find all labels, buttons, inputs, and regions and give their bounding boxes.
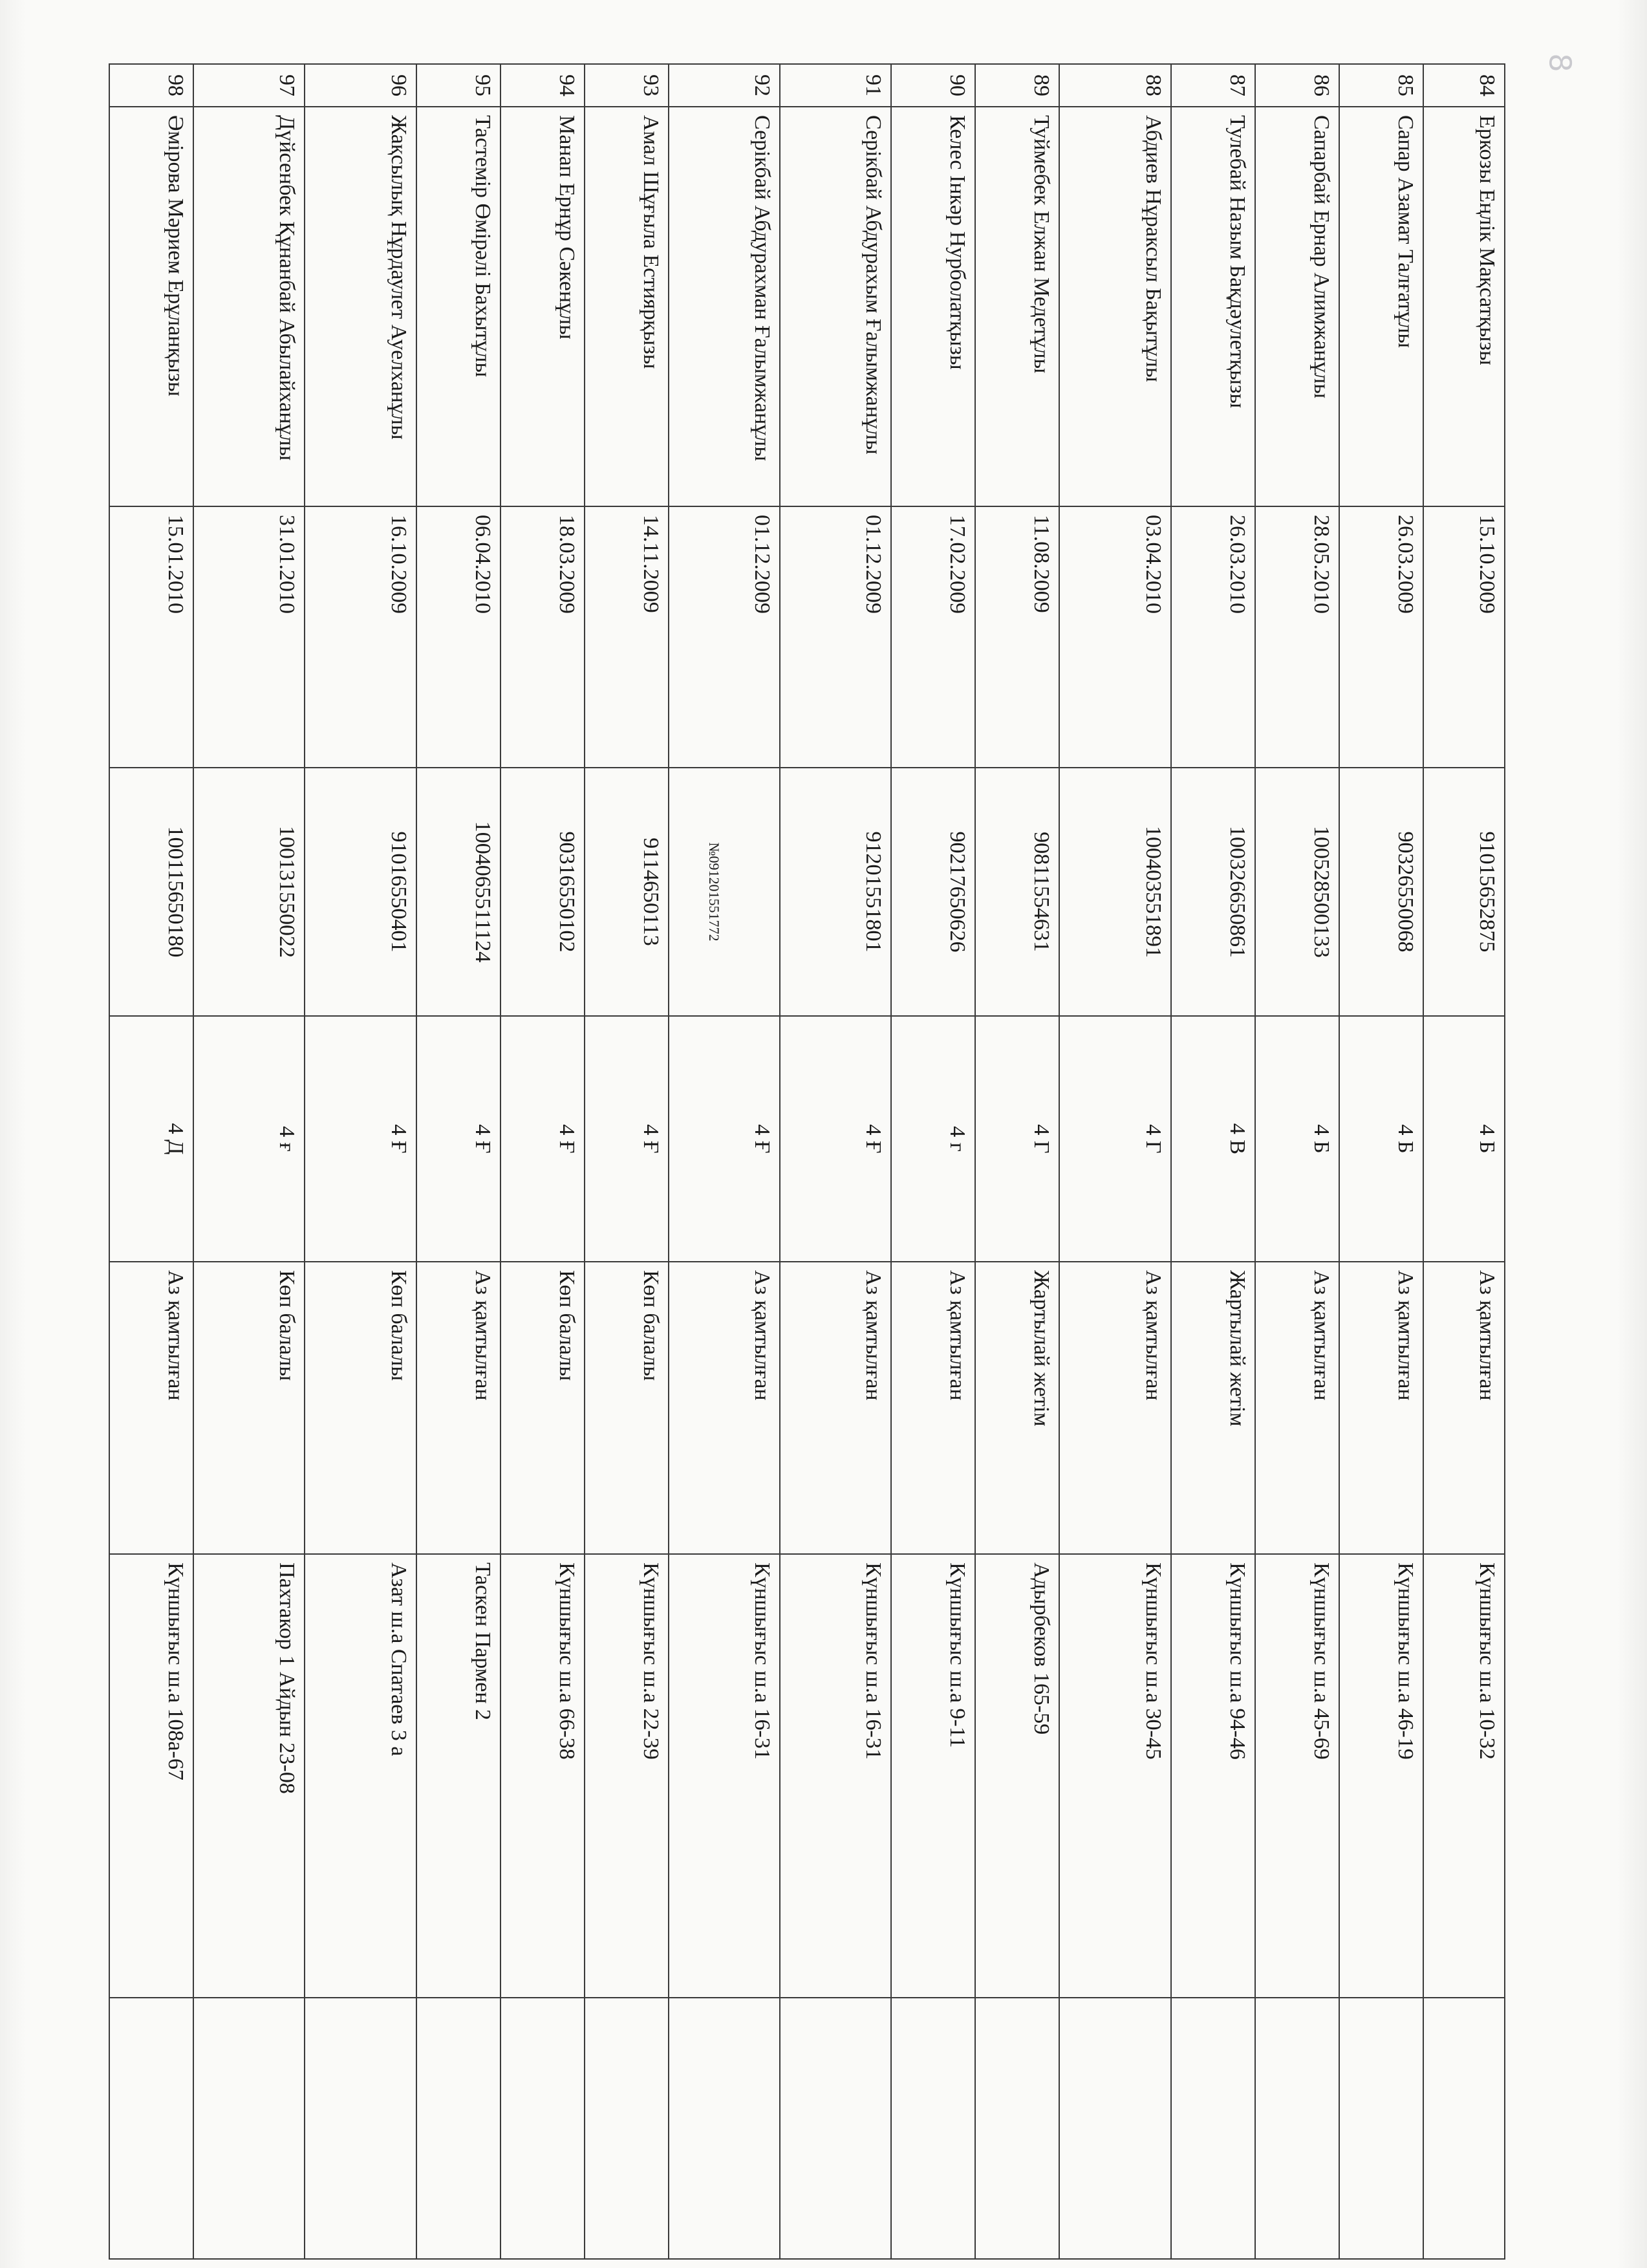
cell-note bbox=[669, 1998, 780, 2259]
cell-id: 91201551801 bbox=[780, 768, 891, 1016]
cell-note bbox=[780, 1998, 891, 2259]
cell-dob: 16.10.2009 bbox=[305, 506, 416, 768]
cell-num: 91 bbox=[780, 64, 891, 107]
table-row bbox=[305, 64, 416, 2259]
cell-status: Аз қамтылған bbox=[1423, 1262, 1505, 1554]
table-row bbox=[109, 64, 193, 2259]
cell-name: Абдиев Нұраксыл Бақытұлы bbox=[1060, 107, 1171, 506]
cell-status: Көп балалы bbox=[305, 1262, 416, 1554]
cell-dob: 26.03.2010 bbox=[1171, 506, 1255, 768]
cell-num: 97 bbox=[193, 64, 305, 107]
cell-num: 98 bbox=[109, 64, 193, 107]
cell-status: Аз қамтылған bbox=[891, 1262, 975, 1554]
cell-grade: 4 Г bbox=[975, 1016, 1059, 1262]
cell-grade: 4 Б bbox=[1423, 1016, 1505, 1262]
cell-address: Күншығыс ш.а 9-11 bbox=[891, 1554, 975, 1998]
cell-id: 91016550401 bbox=[305, 768, 416, 1016]
cell-note bbox=[1060, 1998, 1171, 2259]
cell-id: 100326650861 bbox=[1171, 768, 1255, 1016]
cell-id: 100403551891 bbox=[1060, 768, 1171, 1016]
cell-name: Серікбай Абдурахым Ғалымжанұлы bbox=[780, 107, 891, 506]
cell-num: 95 bbox=[416, 64, 501, 107]
cell-id: 100131550022 bbox=[193, 768, 305, 1016]
cell-name: Амал Шұғыла Естиярқызы bbox=[585, 107, 669, 506]
cell-num: 86 bbox=[1255, 64, 1339, 107]
cell-grade: 4 Ғ bbox=[780, 1016, 891, 1262]
cell-note bbox=[1423, 1998, 1505, 2259]
cell-id: 100528500133 bbox=[1255, 768, 1339, 1016]
cell-grade: 4 Ғ bbox=[416, 1016, 501, 1262]
page-number-mark: 8 bbox=[1542, 53, 1578, 72]
cell-status: Аз қамтылған bbox=[780, 1262, 891, 1554]
cell-grade: 4 Б bbox=[1339, 1016, 1423, 1262]
cell-num: 88 bbox=[1060, 64, 1171, 107]
cell-note bbox=[975, 1998, 1059, 2259]
cell-name: Дүйсенбек Құнанбай Абылайханұлы bbox=[193, 107, 305, 506]
cell-name: Жақсылық Нұрдаулет Ауелханұлы bbox=[305, 107, 416, 506]
cell-id: 91015652875 bbox=[1423, 768, 1505, 1016]
cell-address: Күншығыс ш.а 45-69 bbox=[1255, 1554, 1339, 1998]
cell-address: Күншығыс ш.а 30-45 bbox=[1060, 1554, 1171, 1998]
cell-name: Туймебек Елжан Медетұлы bbox=[975, 107, 1059, 506]
cell-address: Таскен Пармен 2 bbox=[416, 1554, 501, 1998]
cell-dob: 03.04.2010 bbox=[1060, 506, 1171, 768]
cell-dob: 01.12.2009 bbox=[669, 506, 780, 768]
cell-address: Күншығыс ш.а 66-38 bbox=[501, 1554, 585, 1998]
cell-address: Күншығыс ш.а 22-39 bbox=[585, 1554, 669, 1998]
cell-note bbox=[501, 1998, 585, 2259]
cell-note bbox=[305, 1998, 416, 2259]
cell-id: №091201551772 bbox=[669, 768, 780, 1016]
cell-name: Манап Ернұр Сәкенұлы bbox=[501, 107, 585, 506]
cell-grade: 4 Г bbox=[1060, 1016, 1171, 1262]
cell-id: 9114650113 bbox=[585, 768, 669, 1016]
students-table bbox=[109, 63, 1505, 2260]
cell-note bbox=[193, 1998, 305, 2259]
cell-dob: 06.04.2010 bbox=[416, 506, 501, 768]
cell-grade: 4 Ғ bbox=[669, 1016, 780, 1262]
cell-dob: 14.11.2009 bbox=[585, 506, 669, 768]
cell-note bbox=[585, 1998, 669, 2259]
cell-grade: 4 ғ bbox=[193, 1016, 305, 1262]
cell-num: 85 bbox=[1339, 64, 1423, 107]
cell-num: 84 bbox=[1423, 64, 1505, 107]
cell-grade: 4 Б bbox=[1255, 1016, 1339, 1262]
cell-num: 92 bbox=[669, 64, 780, 107]
cell-name: Келес Інкәр Нурболатқызы bbox=[891, 107, 975, 506]
cell-num: 90 bbox=[891, 64, 975, 107]
cell-status: Жартылай жетім bbox=[1171, 1262, 1255, 1554]
cell-status: Аз қамтылған bbox=[1339, 1262, 1423, 1554]
cell-note bbox=[416, 1998, 501, 2259]
table-body bbox=[109, 64, 1505, 2259]
cell-num: 89 bbox=[975, 64, 1059, 107]
cell-grade: 4 Д bbox=[109, 1016, 193, 1262]
table-row bbox=[1171, 64, 1255, 2259]
cell-dob: 01.12.2009 bbox=[780, 506, 891, 768]
cell-status: Көп балалы bbox=[585, 1262, 669, 1554]
cell-name: Еркозы Еңлік Мақсатқызы bbox=[1423, 107, 1505, 506]
cell-note bbox=[1255, 1998, 1339, 2259]
cell-status: Аз қамтылған bbox=[1060, 1262, 1171, 1554]
cell-num: 96 bbox=[305, 64, 416, 107]
cell-name: Серікбай Абдурахман Ғалымжанұлы bbox=[669, 107, 780, 506]
cell-address: Адырбеков 165-59 bbox=[975, 1554, 1059, 1998]
cell-id: 90217650626 bbox=[891, 768, 975, 1016]
rotated-table-container bbox=[109, 63, 1505, 2258]
cell-name: Сапарбай Ернар Алимжанұлы bbox=[1255, 107, 1339, 506]
cell-note bbox=[109, 1998, 193, 2259]
cell-dob: 17.02.2009 bbox=[891, 506, 975, 768]
table-row bbox=[669, 64, 780, 2259]
cell-status: Аз қамтылған bbox=[669, 1262, 780, 1554]
cell-id: 90316550102 bbox=[501, 768, 585, 1016]
cell-grade: 4 Ғ bbox=[585, 1016, 669, 1262]
cell-grade: 4 В bbox=[1171, 1016, 1255, 1262]
cell-name: Тастемір Өмірәлі Бахытұлы bbox=[416, 107, 501, 506]
cell-address: Күншығыс ш.а 10-32 bbox=[1423, 1554, 1505, 1998]
cell-status: Жартылай жетім bbox=[975, 1262, 1059, 1554]
cell-status: Көп балалы bbox=[501, 1262, 585, 1554]
cell-address: Пахтакор 1 Айдын 23-08 bbox=[193, 1554, 305, 1998]
cell-dob: 28.05.2010 bbox=[1255, 506, 1339, 768]
table-row bbox=[975, 64, 1059, 2259]
cell-status: Аз қамтылған bbox=[1255, 1262, 1339, 1554]
table-row bbox=[501, 64, 585, 2259]
cell-grade: 4 г bbox=[891, 1016, 975, 1262]
cell-address: Күншығыс ш.а 46-19 bbox=[1339, 1554, 1423, 1998]
cell-dob: 15.01.2010 bbox=[109, 506, 193, 768]
cell-grade: 4 Ғ bbox=[501, 1016, 585, 1262]
cell-dob: 31.01.2010 bbox=[193, 506, 305, 768]
table-row bbox=[1423, 64, 1505, 2259]
table-row bbox=[585, 64, 669, 2259]
table-row bbox=[780, 64, 891, 2259]
cell-address: Күншығыс ш.а 108а-67 bbox=[109, 1554, 193, 1998]
table-row bbox=[1255, 64, 1339, 2259]
cell-status: Аз қамтылған bbox=[416, 1262, 501, 1554]
cell-dob: 18.03.2009 bbox=[501, 506, 585, 768]
cell-grade: 4 Ғ bbox=[305, 1016, 416, 1262]
cell-note bbox=[1339, 1998, 1423, 2259]
table-row bbox=[416, 64, 501, 2259]
cell-dob: 15.10.2009 bbox=[1423, 506, 1505, 768]
table-row bbox=[891, 64, 975, 2259]
cell-dob: 26.03.2009 bbox=[1339, 506, 1423, 768]
cell-note bbox=[891, 1998, 975, 2259]
cell-address: Күншығыс ш.а 94-46 bbox=[1171, 1554, 1255, 1998]
cell-address: Күншығыс ш.а 16-31 bbox=[780, 1554, 891, 1998]
cell-dob: 11.08.2009 bbox=[975, 506, 1059, 768]
table-row bbox=[1060, 64, 1171, 2259]
cell-name: Тулебай Назым Бақдәулетқызы bbox=[1171, 107, 1255, 506]
cell-id: 90326550068 bbox=[1339, 768, 1423, 1016]
cell-id: 100115650180 bbox=[109, 768, 193, 1016]
cell-id: 1004065511124 bbox=[416, 768, 501, 1016]
cell-num: 87 bbox=[1171, 64, 1255, 107]
cell-status: Көп балалы bbox=[193, 1262, 305, 1554]
table-row bbox=[193, 64, 305, 2259]
cell-num: 94 bbox=[501, 64, 585, 107]
cell-num: 93 bbox=[585, 64, 669, 107]
cell-address: Күншығыс ш.а 16-31 bbox=[669, 1554, 780, 1998]
cell-name: Әмірова Мәрием Ерұланқызы bbox=[109, 107, 193, 506]
cell-id: 90811554631 bbox=[975, 768, 1059, 1016]
cell-address: Азат ш.а Спатаев 3 а bbox=[305, 1554, 416, 1998]
cell-note bbox=[1171, 1998, 1255, 2259]
table-row bbox=[1339, 64, 1423, 2259]
cell-name: Сапар Азамат Талғатұлы bbox=[1339, 107, 1423, 506]
cell-status: Аз қамтылған bbox=[109, 1262, 193, 1554]
